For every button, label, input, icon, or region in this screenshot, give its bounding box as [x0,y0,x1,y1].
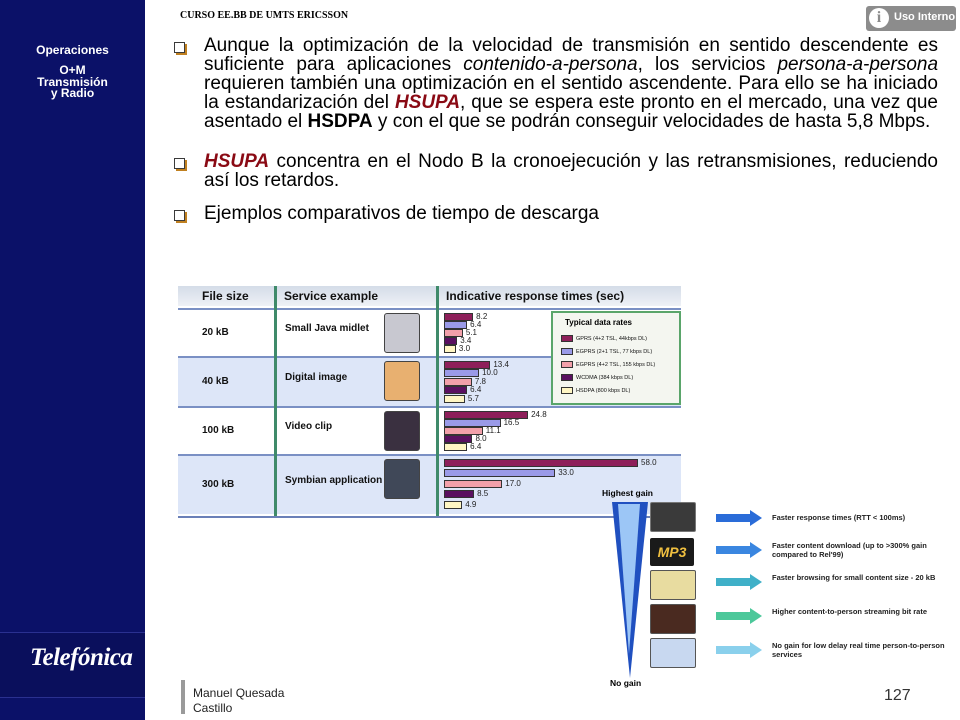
gain-arrow-icon [716,576,762,588]
file-size-cell: 300 kB [202,479,235,490]
response-time-label: 16.5 [503,418,520,427]
footer-divider [181,680,185,714]
service-cell: Small Java midlet [285,323,369,334]
legend-title: Typical data rates [565,318,632,327]
bullet-item [172,36,938,131]
response-time-label: 24.8 [531,410,547,419]
table-row [178,408,681,454]
web-page-icon [650,570,696,600]
response-time-bar [444,337,457,345]
bullet-text-segment: Aunque la optimización de la velocidad de transmisión en sentido descendente es suficiente para aplicaciones [204,35,938,75]
legend-item [561,361,655,368]
bullet-text [204,203,599,224]
response-time-label: 17.0 [505,478,521,488]
header-response-times: Indicative response times (sec) [446,289,625,303]
mp3-icon: MP3 [650,538,694,566]
bullet-text-segment: y con el que se podrán conseguir velocidades de hasta 5,8 Mbps. [372,111,931,132]
sidebar-title-line-1: Operaciones [36,43,109,57]
response-time-label: 6.4 [470,320,482,329]
bullet-square-icon [174,210,185,221]
bullet-text [204,35,938,132]
response-time-bar [444,469,555,477]
gain-description: Faster response times (RTT < 100ms) [772,513,906,522]
response-time-bar [444,378,472,386]
response-time-bar [444,321,467,329]
legend-label: EGPRS (4+2 TSL, 155 kbps DL) [576,361,656,368]
footer-author [193,686,284,716]
legend-label: HSDPA (800 kbps DL) [576,387,631,394]
bullet-text-segment: , los servicios [637,54,778,75]
bullet-text-segment: HSUPA [394,92,461,113]
legend-swatch [561,335,573,342]
video-phone-icon [650,604,696,634]
arrow-shaft [716,646,750,654]
file-size-cell: 20 kB [202,327,229,338]
bullet-square-icon [174,42,185,53]
legend-label: EGPRS (2+1 TSL, 77 kbps DL) [576,348,653,355]
gain-arrow-icon [716,610,762,622]
highest-gain-label: Highest gain [602,488,654,498]
bullet-text-segment: persona-a-persona [777,54,939,75]
legend-swatch [561,348,573,355]
arrow-shaft [716,514,750,522]
gain-description: Faster content download (up to >300% gain compared to Rel'99) [772,541,927,559]
bullet-text-segment: contenido-a-persona [463,54,638,75]
page-number: 127 [884,687,911,704]
arrow-shaft [716,612,750,620]
row-separator [178,454,681,456]
response-time-label: 6.4 [470,442,482,451]
legend [551,311,681,405]
arrow-head [750,642,762,658]
response-time-label: 13.4 [493,360,509,369]
gain-diagram [598,486,948,692]
response-time-bar [444,443,467,451]
gain-arrow-icon [716,644,762,656]
column-divider [274,286,277,516]
legend-swatch [561,361,573,368]
sidebar-title-line-4: y Radio [50,86,95,100]
response-time-label: 58.0 [641,458,657,467]
symbian-app-thumbnail [384,459,420,499]
uso-interno-badge [866,6,956,31]
bullet-text-segment: concentra en el Nodo B la cronoejecución y las retransmisiones, reduciendo así los retardos. [204,151,938,191]
sidebar-title-line-3: Transmisión [37,75,108,89]
response-time-bar [444,480,502,488]
legend-item [561,374,633,381]
file-size-cell: 100 kB [202,425,235,436]
arrow-shaft [716,546,750,554]
bullet-item [172,152,938,190]
digital-image-thumbnail [384,361,420,401]
telefonica-logo: Telefónica [30,644,133,671]
arrow-shaft [716,578,750,586]
no-gain-label: No gain [610,678,642,688]
legend-swatch [561,387,573,394]
java-midlet-thumbnail [384,313,420,353]
bullet-text-segment: HSUPA [204,151,270,172]
gain-arrow-icon [716,544,762,556]
legend-item [561,335,647,342]
bullet-text [204,151,938,191]
row-separator [178,308,681,310]
response-time-label: 7.8 [474,376,486,386]
response-time-label: 8.0 [475,434,487,443]
response-time-label: 8.2 [476,312,488,321]
file-size-cell: 40 kB [202,376,229,387]
response-time-label: 33.0 [558,468,574,478]
response-time-label: 5.7 [467,393,479,403]
sidebar [0,0,145,720]
response-time-label: 4.9 [465,499,477,509]
arrow-head [750,608,762,624]
legend-item [561,387,630,394]
response-time-label: 11.1 [485,426,501,435]
gain-description: No gain for low delay real time person-to-person services [772,641,945,659]
gain-triangle-inner [618,504,640,654]
download-time-figure [178,286,681,518]
arrow-head [750,574,762,590]
response-time-label: 5.1 [465,328,477,337]
arrow-head [750,542,762,558]
bullet-text-segment: , que se espera este pronto en el mercado, una vez que asentado el [204,92,938,132]
response-time-bar [444,386,467,394]
response-time-label: 6.4 [470,385,482,395]
response-time-label: 8.5 [477,489,489,499]
course-title: CURSO EE.BB DE UMTS ERICSSON [180,10,349,21]
gain-description: Higher content-to-person streaming bit rate [772,607,928,616]
bullet-square-icon [174,158,185,169]
author-line-2: Castillo [193,701,233,715]
header-service-example: Service example [284,289,379,303]
badge-label: Uso Interno [894,11,956,23]
legend-label: GPRS (4+2 TSL, 44kbps DL) [576,335,647,342]
column-divider [436,286,439,516]
legend-item [561,348,652,355]
response-time-label: 3.4 [460,336,472,345]
service-cell: Digital image [285,372,348,383]
table-header [178,286,681,306]
response-time-bar [444,490,474,498]
bullet-text-segment: HSDPA [307,111,373,132]
service-cell: Video clip [285,421,333,432]
response-time-bar [444,501,462,509]
video-clip-thumbnail [384,411,420,451]
response-time-label: 10.0 [482,368,498,378]
response-time-bar [444,395,465,403]
bullet-text-segment: Ejemplos comparativos de tiempo de descarga [204,203,599,224]
info-icon: i [869,8,889,28]
legend-swatch [561,374,573,381]
gain-arrow-icon [716,512,762,524]
response-time-bar [444,345,456,353]
calendar-phone-icon [650,638,696,668]
author-line-1: Manuel Quesada [193,686,285,700]
response-time-bar [444,459,638,467]
legend-label: WCDMA (384 kbps DL) [576,374,634,381]
bullet-text-segment: requieren también una optimización en el sentido ascendente. Para ello se ha iniciado la estandarización del [204,73,938,113]
sidebar-title-line-2: O+M [59,63,86,77]
laptop-icon [650,502,696,532]
bullet-item [172,204,938,223]
response-time-label: 3.0 [458,344,471,353]
bullet-list [172,36,938,223]
row-separator [178,406,681,408]
response-time-bar [444,435,472,443]
service-cell: Symbian application [285,475,383,486]
response-time-bar [444,313,473,321]
gain-description: Faster browsing for small content size - 20 kB [772,573,936,582]
arrow-head [750,510,762,526]
header-file-size: File size [202,289,249,303]
